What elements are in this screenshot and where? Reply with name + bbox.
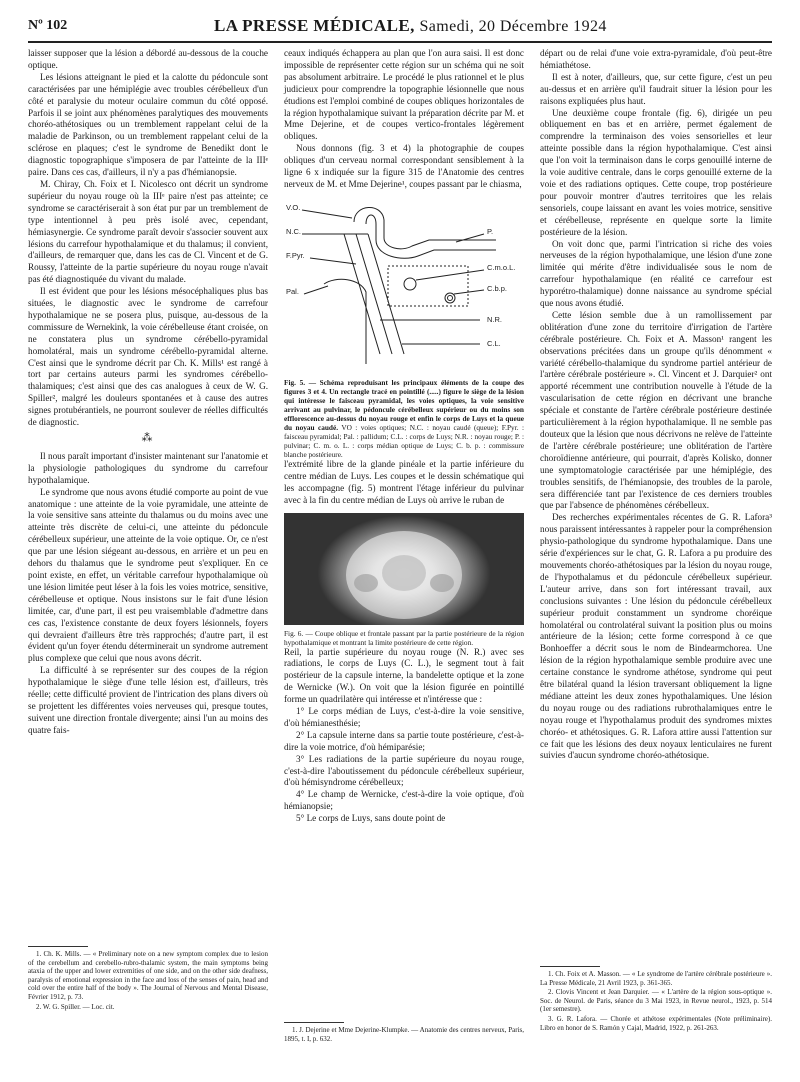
paragraph: départ ou de relai d'une voie extra-pyramidale, d'où peut-être hémiathétose.	[540, 48, 772, 70]
figure-5-legend: VO : voies optiques; N.C. : noyau caudé (queue); F.Pyr. : faisceau pyramidal; Pal. : pallidum; C.L. : corps de Luys; N.R. : noyau rouge; P. : pulvinar; C. m. o. L. : corps médian optique de Luys; C. b. p. : commissure blanche postérieure.	[284, 422, 524, 459]
journal-name: LA PRESSE MÉDICALE,	[214, 16, 415, 35]
page-header	[28, 16, 772, 38]
footnote-rule	[284, 1022, 344, 1023]
list-item: 3° Les radiations de la partie supérieure du noyau rouge, c'est-à-dire l'aboutissement du pédoncule cérébelleux supérieur, d'où hémisyndrome cérébelleux;	[284, 753, 524, 788]
list-item: 4° Le champ de Wernicke, c'est-à-dire la voie optique, d'où hémianopsie;	[284, 789, 524, 812]
leader-cbp	[454, 290, 484, 294]
paragraph: Le syndrome que nous avons étudié comporte au point de vue anatomique : une atteinte de la voie pyramidale, une atteinte de la voie sensitive sans atteinte du thalamus ou du moins avec une atteinte très discrète de celui-ci, une atteinte du pédoncule cérébelleux supérieur, une atteinte de la voie optique. Or, ce n'est que par une lésion siégeant au-dessous, en arrière et un peu en dehors du thalamus que le syndrome peut s'expliquer. En ce point existe, en effet, un véritable carrefour hypothalamique où une lésion limitée peut léser à la fois les voies motrice, sensitive, cérébelleuse et optique. Nous insistons sur le fait d'une lésion limitée, car, d'une part, il est peu vraisemblable d'admettre dans ces cas, l'existence constante de deux foyers lésionnels, foyers qui devraient d'ailleurs être très rapprochés; d'autre part, il est évident qu'un foyer étendu déterminerait un syndrome autrement plus complexe que celui que nous avons décrit.	[28, 486, 268, 664]
leader-cmol	[416, 270, 484, 280]
paragraph: Il est à noter, d'ailleurs, que, sur cette figure, c'est un peu au-dessus et en arrière qu'il faudrait situer la lésion pour les raisons expliquées plus haut.	[540, 71, 772, 106]
paragraph: Une deuxième coupe frontale (fig. 6), dirigée un peu obliquement en bas et en arrière, permet également de comprendre la terminaison des voies sensorielles et leur atteinte possible dans la région hypothalamique. C'est ainsi que l'on voit la terminaison dans le corps genouillé interne de la voie auditive centrale, dans le corps genouillé externe de la voie et des radiations optiques. Cette coupe, trop postérieure pour pouvoir montrer d'autres territoires que les relais sensoriels, coupe laissant en avant les voies motrice, sensitive et cérébelleuse, représente en quelque sorte la limite postérieure de la lésion.	[540, 107, 772, 237]
leader-vo	[302, 210, 352, 218]
list-item: 1° Le corps médian de Luys, c'est-à-dire la voie sensitive, d'où hémianesthésie;	[284, 706, 524, 728]
pallidum-contour	[324, 279, 366, 364]
pyramidal-bundle	[344, 234, 404, 354]
column-1	[28, 48, 268, 737]
list-item: 5° Le corps de Luys, sans doute point de	[296, 813, 446, 824]
label-cl: C.L.	[487, 338, 501, 348]
list-item: 2° La capsule interne dans sa partie toute postérieure, c'est-à-dire la voie motrice, d'où hémiparésie;	[284, 729, 524, 752]
optic-path-contour	[354, 207, 496, 248]
footnotes-column-3	[540, 966, 772, 1033]
footnote: 3. G. R. Lafora. — Chorée et athétose expérimentales (Note préliminaire). Libro en honor de S. Ramón y Cajal, Madrid, 1922, p. 261-263.	[540, 1014, 772, 1032]
paragraph: Cette lésion semble due à un ramollissement par oblitération d'une zone du territoire d'irrigation de l'artère cérébrale postérieure. Ch. Foix et A. Masson¹ rangent les observations précitées dans un groupe qu'ils dénomment « variété cérébello-thalamique du syndrome partiel antérieur de l'artère cérébrale postérieure ». Cl. Vincent et J. Darquier² ont apporté récemment une contribution nouvelle à l'étude de la vascularisation de cette région en décrivant une branche spéciale et constante de l'artère cérébrale postérieure destinée particulièrement à la région hypothalamique. Il ne semble pas douteux que la lésion que nous décrivons ne relève de l'atteinte de l'artère cérébrale postérieure; une oblitération de l'artère choroïdienne antérieure, qui pourrait, d'après Kolisko, donner une symptomatologie caractérisée par une hémiplégie, des troubles sensitifs, de l'hémianopsie, des troubles de la parole, sera différenciée tant par l'existence de ces derniers troubles que par l'absence de phénomènes cérébelleux.	[540, 309, 772, 511]
footnote: 2. W. G. Spiller. — Loc. cit.	[36, 1002, 115, 1011]
figure-6-caption: Fig. 6. — Coupe oblique et frontale passant par la partie postérieure de la région hypothalamique et montrant la limite postérieure de cette région.	[284, 628, 524, 647]
figure-5-caption: Fig. 5. — Schéma reproduisant les principaux éléments de la coupe des figures 3 et 4. Un rectangle tracé en pointillé (.....) figure le siège de la lésion qui intéresse le faisceau pyramidal, les voies optiques, la voie sensitive arrivant au pulvinar, le pédoncule cérébelleux supérieur ou du moins son efflorescence au-dessus du noyau rouge et enfin le corps de Luys et la queue du noyau caudé. VO : voies optiques; N.C. : noyau caudé (queue); F.Pyr. : faisceau pyramidal; Pal. : pallidum; C.L. : corps de Luys; N.R. : noyau rouge; P. : pulvinar; C. m. o. L. : corps médian optique de Luys; C. b. p. : commissure blanche postérieure.	[284, 377, 524, 459]
label-fpyr: F.Pyr.	[286, 250, 305, 260]
issue-date: Samedi, 20 Décembre 1924	[419, 18, 607, 35]
paragraph: ceaux indiqués échappera au plan que l'on aura saisi. Il est donc impossible de représenter cette région sur un schéma qui ne soit pas absolument arbitraire. Le procédé le plus rationnel et le plus judicieux pour comprendre la topographie lésionnelle que nous étudions est l'emploi combiné de coupes obliques horizontales de la région hypothalamique suivant la préparation décrite par M. et Mme Dejerine, et de coupes vertico-frontales légèrement obliques.	[284, 48, 524, 142]
header-rule	[28, 41, 772, 43]
white-commissure-inner	[448, 295, 453, 300]
label-cmol: C.m.o.L.	[487, 262, 516, 272]
paragraph: laisser supposer que la lésion a débordé au-dessous de la couche optique.	[28, 48, 268, 70]
figure-6-photo	[284, 513, 524, 625]
footnote: 2. Clovis Vincent et Jean Darquier. — « L'artère de la région sous-optique ». Soc. de Neurol. de Paris, séance du 3 Mai 1923, in Revue neurol., 1923, p. 514 (1er semestre).	[540, 988, 772, 1014]
paragraph: Des recherches expérimentales récentes de G. R. Lafora³ nous paraissent intéressantes à rappeler pour la compréhension physio-pathologique du syndrome hypothalamique. Dans une série d'expériences sur le chat, G. R. Lafora a pu produire des mouvements choréo-athétosiques par la lésion du noyau rouge, de l'hypothalamus et du pédoncule cérébelleux supérieur. L'auteur arrive, dans son fort intéressant travail, aux conclusions suivantes : Une lésion du pédoncule cérébelleux supérieur produit constamment un syndrome choréique homolatéral ou controlatéral suivant la position plus ou moins antérieure de la lésion; cette forme correspond à ce que Bonhoeffer a décrit sous le nom de Bindearmchorea. Une lésion de la région hypothalamique semble produire avec une certaine constance le syndrome athétose, syndrome qui peut être bilatéral quand la lésion traversant obliquement la ligne médiane atteint les deux zones hypothalamiques. Une lésion du noyau rouge ou des radiations rubrothalamiques entre le noyau rouge et l'hypothalamus produit des syndromes mixtes choréo- et athétosiques. G. R. Lafora attire aussi l'attention sur ce fait que les lésions des deux noyaux lenticulaires ne furent suivies d'aucun syndrome choréo-athétosique.	[540, 512, 772, 761]
label-nc: N.C.	[286, 226, 301, 236]
paragraph: Nous donnons (fig. 3 et 4) la photographie de coupes obliques d'un cerveau normal correspondant sensiblement à la ligne 6 x indiquée sur la figure 315 de l'Anatomie des centres nerveux de M. et Mme Dejerine¹, coupes passant par le chiasma,	[284, 143, 524, 189]
column-3	[540, 48, 772, 762]
footnote-rule	[540, 966, 600, 967]
label-nr: N.R.	[487, 314, 502, 324]
figure-5-schema	[284, 194, 524, 374]
label-cbp: C.b.p.	[487, 283, 508, 293]
white-commissure	[445, 293, 455, 303]
section-break-stars: ⁂	[141, 432, 155, 444]
footnotes-column-1	[28, 946, 268, 1012]
footnote-rule	[28, 946, 88, 947]
paragraph: Les lésions atteignant le pied et la calotte du pédoncule sont caractérisées par une hémiplégie avec troubles cérébelleux d'un côté et paralysie du moteur oculaire commun du côté opposé. Parfois il se joint aux phénomènes paralytiques des mouvements choréo-athétosiques ou un tremblement rappelant celui de la maladie de Parkinson, ou un tremblement rappelant celui de la sclérose en plaques; c'est le syndrome de Benedikt dont le diagnostic topographique s'imposera de par l'atteinte de la IIIᵉ paire. Dans ces cas, d'ailleurs, il n'y a pas d'hémianopsie.	[28, 71, 268, 178]
column-2	[284, 48, 524, 825]
footnote: 1. Ch. Foix et A. Masson. — « Le syndrome de l'artère cérébrale postérieure ». La Presse Médicale, 21 Avril 1923, p. 361-365.	[540, 970, 772, 987]
label-pal: Pal.	[286, 286, 299, 296]
lesion-rectangle	[388, 266, 468, 306]
paragraph: Il est évident que pour les lésions mésocéphaliques plus bas situées, le diagnostic avec le syndrome de carrefour hypothalamique ne se posera plus, puisque, au-dessous de la commissure de Wernekink, la voie cérébelleuse étant croisée, on ne constatera plus un syndrome cérébello-pyramidal homolatéral, mais un syndrome cérébello-pyramidal alterne. C'est ainsi que le syndrome décrit par Ch. K. Mills¹ est rangé à tort par certains auteurs parmi les syndromes cérébello-thalamiques; c'est ainsi que des cas analogues à ceux de W. G. Spiller², malgré les douleurs spontanées et à cause des autres signes protubérantiels, ne pourront soulever de réelles difficultés de diagnostic.	[28, 286, 268, 428]
journal-title	[214, 16, 607, 36]
paragraph: On voit donc que, parmi l'intrication si riche des voies nerveuses de la région hypothalamique, une lésion d'une zone limitée qui mérite d'être individualisée sous le nom de carrefour hypothalamique (en réalité ce carrefour est hyporétro-thalamique) donne naissance au syndrome spécial que nous avons étudié.	[540, 238, 772, 309]
brain-section-shape	[284, 513, 524, 625]
paragraph: La difficulté à se représenter sur des coupes de la région hypothalamique le siège d'une telle lésion est, d'ailleurs, très réelle; cette difficulté provient de l'intrication des plans divers où se projettent les différentes voies nerveuses qui, presque toutes, suivent une direction frontale divergente; ainsi l'un au moins des quatre fais-	[28, 665, 268, 735]
paragraph: l'extrémité libre de la glande pinéale et la partie inférieure du centre médian de Luys. Les coupes et le dessin schématique qui les accompagne (fig. 5) montrent l'étage inférieur du pulvinar avec à la fin du centre médian de Luys où arrive le ruban de	[284, 458, 524, 505]
paragraph: Reil, la partie supérieure du noyau rouge (N. R.) avec ses radiations, le corps de Luys (C. L.), le segment tout à fait postérieur de la capsule interne, la bandelette optique et la zone de Wernicke (W.). On voit que la lésion figurée en pointillé forme un quadrilatère qui intéresse et n'intéresse que :	[284, 646, 524, 705]
paragraph: Il nous paraît important d'insister maintenant sur l'anatomie et la physiologie pathologiques du syndrome du carrefour hypothalamique.	[28, 450, 268, 485]
label-p: P.	[487, 226, 494, 236]
footnotes-column-2	[284, 1022, 524, 1044]
page-number: Nº 102	[28, 18, 68, 33]
footnote: 1. J. Dejerine et Mme Dejerine-Klumpke. — Anatomie des centres nerveux, Paris, 1895, t. I, p. 632.	[284, 1026, 524, 1043]
leader-fpyr	[310, 258, 356, 264]
leader-p	[456, 234, 484, 242]
leader-pal	[304, 286, 328, 294]
luys-median-center	[404, 278, 416, 290]
label-vo: V.O.	[286, 202, 301, 212]
footnote: 1. Ch. K. Mills. — « Preliminary note on a new symptom complex due to lesion of the cerebellum and cerebello-rubro-thalamic system, the main symptoms being ataxia of the upper and lower extremities of one side, and on the other side deafness, paralysis of emotional expression in the face and loss of the senses of pain, head and cold over the entire half of the body ». The Journal of Nervous and Mental Disease, Février 1912, p. 73.	[28, 950, 268, 1001]
paragraph: M. Chiray, Ch. Foix et I. Nicolesco ont décrit un syndrome supérieur du noyau rouge où la IIIᵉ paire n'est pas atteinte; ce syndrome se caractériserait à son état pur par un tremblement de type intentionnel à peu près isolé avec, cependant, hémiasynergie. Ce syndrome paraît devoir s'associer souvent aux lésions du carrefour hypothalamique et du thalamus; il convient, d'ailleurs, de remarquer que, dans les cas de Cl. Vincent et de G. Roussy, l'atteinte de la partie supérieure du noyau rouge n'avait pas été diagnostiquée du vivant du malade.	[28, 178, 268, 285]
